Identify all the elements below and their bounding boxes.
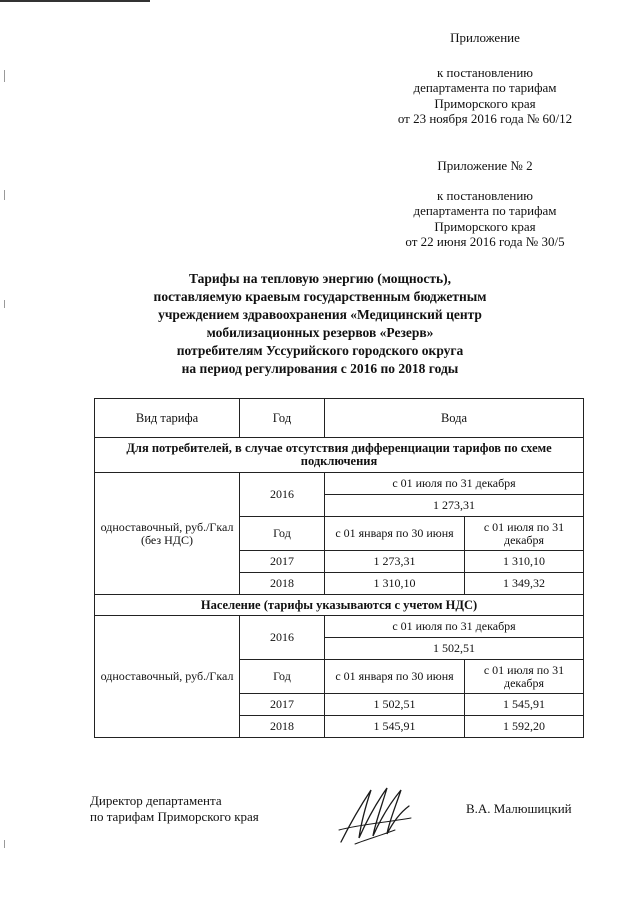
scan-top-line [0,0,150,2]
appendix-1-line: Приморского края [434,95,536,111]
period-cell: с 01 января по 30 июня [325,660,465,694]
header-tariff-type: Вид тарифа [95,399,240,438]
section-heading: Для потребителей, в случае отсутствия дифференциации тарифов по схеме подключения [95,438,584,473]
value-cell: 1 273,31 [325,551,465,573]
period-cell: с 01 июля по 31 декабря [325,616,584,638]
period-cell: с 01 января по 30 июня [325,517,465,551]
section-heading: Население (тарифы указываются с учетом НДС) [95,595,584,616]
appendix-2-line: от 22 июня 2016 года № 30/5 [405,234,565,249]
tariff-type-cell: одноставочный, руб./Гкал (без НДС) [95,473,240,595]
appendix-2-line: департамента по тарифам [413,203,557,218]
appendix-2-line: Приморского края [434,218,536,234]
appendix-1-line: от 23 ноября 2016 года № 60/12 [397,111,573,126]
handwritten-signature [335,778,415,848]
title-line: поставляемую краевым государственным бюджетным [153,289,487,304]
table-row [95,616,584,638]
scan-edge-mark [4,300,5,308]
year-label-cell: Год [240,660,325,694]
title-line: потребителям Уссурийского городского округа [176,343,464,358]
appendix-1-line: к постановлению [436,64,534,80]
scan-edge-mark [4,70,5,82]
value-cell: 1 310,10 [465,551,584,573]
appendix-1-line: департамента по тарифам [413,80,557,95]
period-cell: с 01 июля по 31 декабря [325,473,584,495]
year-cell: 2017 [240,694,325,716]
value-cell: 1 273,31 [325,495,584,517]
year-cell: 2017 [240,551,325,573]
table-row [95,473,584,495]
year-label-cell: Год [240,517,325,551]
value-cell: 1 349,32 [465,573,584,595]
tariff-type-cell: одноставочный, руб./Гкал [95,616,240,738]
year-cell: 2016 [240,616,325,660]
value-cell: 1 545,91 [465,694,584,716]
title-line: на период регулирования с 2016 по 2018 годы [181,361,459,376]
signatory-name: В.А. Малюшицкий [466,801,572,816]
signatory-position [90,793,259,825]
year-cell: 2016 [240,473,325,517]
year-cell: 2018 [240,716,325,738]
header-medium: Вода [325,399,584,438]
table-header-row [95,399,584,438]
value-cell: 1 310,10 [325,573,465,595]
value-cell: 1 592,20 [465,716,584,738]
appendix-1-block [360,30,610,127]
tariffs-table [94,398,584,738]
period-cell: с 01 июля по 31 декабря [465,517,584,551]
section-heading-row [95,438,584,473]
scan-edge-mark [4,190,5,200]
title-line: Тарифы на тепловую энергию (мощность), [188,271,452,286]
document-title [90,270,550,378]
appendix-2-title: Приложение № 2 [437,158,533,173]
appendix-2-line: к постановлению [436,187,534,203]
value-cell: 1 502,51 [325,638,584,660]
year-cell: 2018 [240,573,325,595]
title-line: учреждением здравоохранения «Медицинский центр [158,307,482,322]
value-cell: 1 545,91 [325,716,465,738]
value-cell: 1 502,51 [325,694,465,716]
header-year: Год [240,399,325,438]
section-heading-row [95,595,584,616]
period-cell: с 01 июля по 31 декабря [465,660,584,694]
title-line: мобилизационных резервов «Резерв» [206,325,434,340]
appendix-2-block [360,158,610,250]
appendix-1-title: Приложение [450,30,520,45]
signatory-position-line: по тарифам Приморского края [90,809,259,824]
scan-edge-mark [4,840,5,848]
signatory-position-line: Директор департамента [90,793,222,808]
